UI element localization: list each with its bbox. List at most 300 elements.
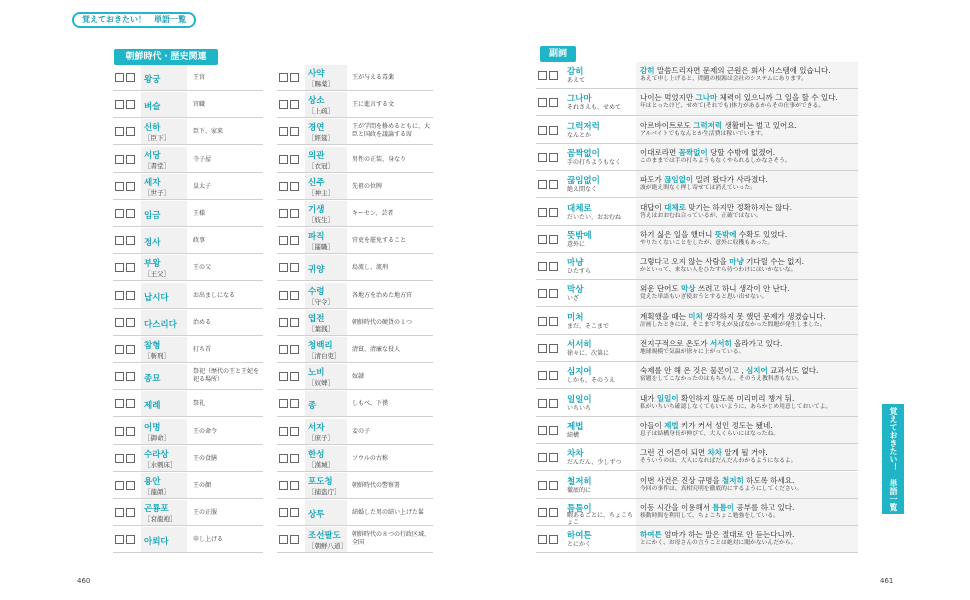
study-checkbox[interactable] [549,262,558,271]
example-text: 교과서도 없다. [767,366,819,376]
study-checkbox[interactable] [538,153,547,162]
study-checkbox[interactable] [279,508,288,517]
study-checkbox[interactable] [290,481,299,490]
adverb-meaning: 暇あるごとに、ちょこちょこ [567,511,634,526]
hanja-reading: ［漢城］ [308,460,334,469]
hanja-reading: ［臣下］ [144,134,170,143]
japanese-meaning: 奴隷 [352,373,365,381]
adverb-word: 뜻밖에 [567,230,592,241]
example-sentence-japanese: このままでは手の打ちようもなくやられるしかなさそう。 [640,157,791,164]
example-sentence-japanese: アルバイトでもなんとか生活費は稼いでいます。 [640,130,767,137]
study-checkbox[interactable] [538,126,547,135]
study-checkbox[interactable] [549,535,558,544]
study-checkbox[interactable] [115,481,124,490]
adverb-meaning: 結構 [567,431,580,439]
study-checkbox[interactable] [126,318,135,327]
adverb-row [536,62,858,89]
hanja-reading: ［神主］ [308,188,334,197]
study-checkbox[interactable] [115,155,124,164]
korean-word: 청백리 [308,341,333,351]
study-checkbox[interactable] [279,399,288,408]
adverb-word: 철저히 [567,476,592,487]
hanja-reading: ［上疏］ [308,107,334,116]
study-checkbox[interactable] [115,508,124,517]
adverb-meaning: 徐々に、次第に [567,350,610,357]
korean-word: 서당 [144,150,161,161]
adverb-meaning: いざ [567,295,580,303]
study-checkbox[interactable] [115,100,124,109]
study-checkbox[interactable] [279,427,288,436]
example-text: 엄마가 하는 말은 절대로 안 듣는다니까. [661,530,795,540]
vocab-row [277,363,433,390]
study-checkbox[interactable] [538,71,547,80]
japanese-meaning: 申し上げる [193,536,224,544]
study-checkbox[interactable] [115,427,124,436]
example-sentence-japanese: 地球規模で気温が徐々に上がっている。 [640,349,745,355]
study-checkbox[interactable] [549,453,558,462]
vocab-row [277,91,433,118]
example-sentence-japanese: そういうのは、大人になればだんだんわかるようになるよ。 [640,458,797,465]
study-checkbox[interactable] [115,209,124,218]
adverb-word: 틈틈이 [567,503,592,514]
example-sentence-korean [640,393,794,404]
study-checkbox[interactable] [290,291,299,300]
study-checkbox[interactable] [538,426,547,435]
example-sentence-korean [640,283,790,294]
study-checkbox[interactable] [549,399,558,408]
adverb-row [536,253,858,280]
study-checkbox[interactable] [115,454,124,463]
korean-word: 신하 [144,123,161,134]
korean-word: 어명 [144,422,161,433]
study-checkbox[interactable] [279,291,288,300]
adverb-row [536,226,858,253]
example-highlight: 서서히 [709,339,732,348]
example-highlight: 꼼짝없이 [678,147,708,157]
study-checkbox[interactable] [290,236,299,245]
japanese-meaning: 治める [193,318,212,326]
study-checkbox[interactable] [279,155,288,164]
study-checkbox[interactable] [538,371,547,380]
adverb-meaning: なんとか [567,131,592,139]
example-sentence-korean [640,311,826,322]
korean-word: 종묘 [144,374,161,385]
japanese-meaning: 政事 [193,237,206,245]
study-checkbox[interactable] [126,535,135,544]
example-text: 그런 건 어른이 되면 [640,448,708,458]
example-highlight: 그나마 [695,93,718,103]
japanese-meaning: しもべ、下僕 [352,400,389,408]
example-text: 밀려 왔다가 사라졌다. [693,175,768,185]
study-checkbox[interactable] [538,344,547,353]
example-text: 수확도 있었다. [736,229,788,239]
adverb-row [536,335,858,362]
korean-word: 다스리다 [144,319,177,330]
example-text: 전지구적으로 온도가 [640,339,710,348]
study-checkbox[interactable] [115,73,124,82]
japanese-meaning: 結婚した男の結い上げた髷 [352,509,425,517]
study-checkbox[interactable] [549,126,558,135]
example-text: 공부를 하고 있다. [734,502,795,512]
study-checkbox[interactable] [115,535,124,544]
study-checkbox[interactable] [126,291,135,300]
vocab-row [113,418,263,445]
adverb-word: 꼼짝없이 [567,148,600,159]
study-checkbox[interactable] [290,73,299,82]
japanese-meaning: 皇太子 [193,182,212,190]
study-checkbox[interactable] [279,263,288,272]
hanja-reading: ［斬刑］ [144,352,170,360]
example-text: 이대로라면 [640,147,679,157]
example-text: 내가 [640,393,657,403]
adverb-word: 일일이 [567,394,592,405]
hanja-reading: ［衣冠］ [308,161,334,170]
study-checkbox[interactable] [549,508,558,517]
example-sentence-korean [640,92,838,103]
vocab-row [277,336,433,363]
hanja-reading: ［清白吏］ [308,352,341,360]
hanja-reading: ［龍顔］ [144,488,170,496]
example-highlight: 감히 [640,66,655,75]
korean-word: 기생 [308,205,325,215]
adverb-meaning: ひたすら [567,268,592,276]
study-checkbox[interactable] [549,98,558,107]
example-text: 키가 커서 성인 정도는 됐네. [678,420,773,430]
vocab-row [113,173,263,200]
example-highlight: 철저히 [722,475,744,485]
study-checkbox[interactable] [549,426,558,435]
example-sentence-korean [640,420,773,431]
vocab-row [277,200,433,227]
korean-word: 상투 [308,510,325,521]
example-sentence-japanese: 年はとったけど、せめて(それでも)体力があるからその仕事ができる。 [640,103,825,110]
japanese-meaning: 王に進言する文 [352,101,395,109]
adverb-row [536,144,858,171]
hanja-reading: ［經筵］ [308,134,334,143]
study-checkbox[interactable] [538,289,547,298]
study-checkbox[interactable] [549,289,558,298]
study-checkbox[interactable] [126,454,135,463]
study-checkbox[interactable] [290,345,299,354]
vocab-row [277,254,433,281]
vocab-row [113,91,263,118]
study-checkbox[interactable] [115,127,124,136]
korean-word: 제례 [144,401,161,412]
example-text: 하도록 하세요. [743,475,795,485]
vocab-row [277,526,433,553]
example-highlight: 끊임없이 [664,175,694,185]
study-checkbox[interactable] [549,481,558,490]
adverb-word: 대체로 [567,203,592,214]
japanese-meaning: 各地方を治めた地方官 [352,291,413,299]
adverb-row [536,526,858,553]
study-checkbox[interactable] [279,236,288,245]
example-highlight: 마냥 [729,257,744,267]
example-text: 계획했을 때는 [640,311,689,321]
adverb-row [536,308,858,335]
study-checkbox[interactable] [126,127,135,136]
korean-word: 서자 [308,422,325,433]
study-checkbox[interactable] [290,454,299,463]
japanese-meaning: 王様 [193,210,206,217]
korean-word: 납시다 [144,292,169,303]
japanese-meaning: 王宮 [193,74,206,81]
japanese-meaning: 王の命令 [193,427,218,435]
example-sentence-japanese: 答えはおおむね合っているが、正確ではない。 [640,212,762,219]
study-checkbox[interactable] [279,73,288,82]
korean-word: 조선팔도 [308,531,341,542]
example-highlight: 틈틈이 [712,502,735,512]
vocab-row [277,309,433,336]
study-checkbox[interactable] [538,399,547,408]
adverb-row [536,280,858,307]
study-checkbox[interactable] [115,318,124,327]
example-text: 생각하지 못 했던 문제가 생겼습니다. [702,311,826,321]
adverb-meaning: 手の打ちようもなく [567,158,622,166]
study-checkbox[interactable] [290,209,299,218]
example-text: 파도가 [640,175,665,185]
study-checkbox[interactable] [126,182,135,191]
adverb-row [536,362,858,389]
study-checkbox[interactable] [279,454,288,463]
study-checkbox[interactable] [538,453,547,462]
japanese-meaning: 臣下、家来 [193,128,224,136]
vocab-row [277,146,433,173]
vocab-row [277,445,433,472]
adverb-row [536,171,858,198]
hanja-reading: ［賜薬］ [308,80,334,88]
japanese-meaning: 官職 [193,101,206,109]
adverb-row [536,472,858,499]
study-checkbox[interactable] [279,127,288,136]
study-checkbox[interactable] [290,427,299,436]
study-checkbox[interactable] [126,73,135,82]
korean-word: 종 [308,401,317,412]
study-checkbox[interactable] [126,345,135,354]
example-sentence-japanese: 計画したときには、そこまで考えが及ばなかった問題が発生しました。 [640,321,826,328]
study-checkbox[interactable] [126,155,135,164]
study-checkbox[interactable] [126,100,135,109]
adverb-meaning: しかも、そのうえ [567,377,616,385]
adverb-meaning: だいたい、おおむね [567,213,622,221]
vocab-row [113,363,263,390]
study-checkbox[interactable] [115,236,124,245]
example-text: 그렇다고 오지 않는 사람을 [640,257,730,267]
korean-word: 정사 [144,238,161,249]
korean-word: 수라상 [144,449,169,460]
japanese-meaning: 王の父 [193,264,212,272]
korean-word: 귀양 [308,265,325,276]
example-text: 쓰려고 하니 생각이 안 난다. [695,284,790,294]
korean-word: 엽전 [308,313,325,324]
study-checkbox[interactable] [126,427,135,436]
example-sentence-korean [640,365,818,376]
study-checkbox[interactable] [549,344,558,353]
adverb-meaning: いちいち [567,404,592,412]
study-checkbox[interactable] [279,345,288,354]
korean-word: 벼슬 [144,102,161,113]
example-text: 기다릴 수는 없지. [743,257,804,267]
study-checkbox[interactable] [549,153,558,162]
study-checkbox[interactable] [538,235,547,244]
study-checkbox[interactable] [279,209,288,218]
example-sentence-japanese: 息子は結構身長が伸びて、大人くらいにはなったね。 [640,430,780,437]
example-text: 아들이 [640,420,665,430]
example-highlight: 일일이 [656,393,679,403]
study-checkbox[interactable] [126,236,135,245]
example-sentence-japanese: かといって、来ない人をひたすら待つわけにはいかないな。 [640,267,797,274]
page-number-left: 460 [77,577,91,585]
korean-word: 수령 [308,286,325,297]
study-checkbox[interactable] [279,372,288,381]
study-checkbox[interactable] [538,508,547,517]
example-highlight: 대체로 [664,202,686,212]
hanja-reading: ［葉銭］ [308,324,334,333]
example-text: 생활비는 벌고 있어요. [722,120,797,130]
study-checkbox[interactable] [290,263,299,272]
study-checkbox[interactable] [549,317,558,326]
study-checkbox[interactable] [290,100,299,109]
study-checkbox[interactable] [538,98,547,107]
section-tag-history: 朝鮮時代・歴史関連 [114,49,218,65]
japanese-meaning: 朝鮮時代の硬貨の１つ [352,318,413,326]
study-checkbox[interactable] [115,291,124,300]
study-checkbox[interactable] [279,182,288,191]
study-checkbox[interactable] [290,535,299,544]
vocab-row [113,254,263,281]
study-checkbox[interactable] [126,399,135,408]
study-checkbox[interactable] [290,155,299,164]
vocab-row [277,118,433,145]
hanja-reading: ［世子］ [144,188,170,197]
adverb-word: 끊임없이 [567,176,600,187]
study-checkbox[interactable] [290,127,299,136]
hanja-reading: ［御命］ [144,433,170,442]
example-highlight: 뜻밖에 [714,229,737,239]
study-checkbox[interactable] [290,318,299,327]
study-checkbox[interactable] [115,372,124,381]
study-checkbox[interactable] [549,71,558,80]
study-checkbox[interactable] [126,481,135,490]
study-checkbox[interactable] [549,180,558,189]
japanese-meaning: 王の正服 [193,509,218,517]
example-sentence-japanese: 今回の事件は、真相究明を徹底的にするようにしてください。 [640,485,803,492]
study-checkbox[interactable] [279,100,288,109]
study-checkbox[interactable] [115,182,124,191]
study-checkbox[interactable] [126,372,135,381]
study-checkbox[interactable] [290,399,299,408]
adverb-meaning: あえて [567,77,586,84]
study-checkbox[interactable] [549,235,558,244]
japanese-meaning: キーセン、芸者 [352,210,394,217]
adverb-row [536,444,858,471]
vocab-row [277,472,433,499]
study-checkbox[interactable] [538,262,547,271]
example-highlight: 심지어 [746,366,768,376]
study-checkbox[interactable] [126,508,135,517]
hanja-reading: ［罷職］ [308,243,334,252]
korean-word: 노비 [308,368,325,379]
korean-word: 아뢰다 [144,537,169,548]
vocab-row [113,282,263,309]
adverb-word: 감히 [567,67,584,77]
vocab-row [277,282,433,309]
example-sentence-korean [640,65,831,76]
example-text: 체력이 있으니까 그 일을 할 수 있다. [717,93,838,103]
adverb-meaning: だんだん、少しずつ [567,459,622,467]
adverb-row [536,417,858,444]
study-checkbox[interactable] [290,508,299,517]
adverb-row [536,390,858,417]
adverb-row [536,499,858,526]
page-number-right: 461 [880,577,894,585]
study-checkbox[interactable] [538,481,547,490]
study-checkbox[interactable] [538,535,547,544]
study-checkbox[interactable] [290,372,299,381]
hanja-reading: ［袞龍袍］ [144,515,177,524]
korean-word: 세자 [144,177,161,188]
hanja-reading: ［守令］ [308,297,334,306]
hanja-reading: ［王父］ [144,270,170,279]
example-sentence-japanese: 波が絶え間なく押し寄せては消えていった。 [640,185,756,192]
example-sentence-korean [640,147,775,158]
vocab-row [277,227,433,254]
example-sentence-korean [640,256,804,267]
study-checkbox[interactable] [115,263,124,272]
korean-word: 경연 [308,123,325,134]
study-checkbox[interactable] [538,208,547,217]
adverb-word: 그럭저럭 [567,121,600,132]
study-checkbox[interactable] [126,209,135,218]
japanese-meaning: 王の顔 [193,482,212,489]
vocab-row [113,336,263,363]
hanja-reading: ［庶子］ [308,433,334,442]
study-checkbox[interactable] [538,180,547,189]
example-text: 당할 수밖에 없겠어. [707,147,776,157]
example-text: 알게 될 거야. [722,448,768,458]
korean-word: 포도청 [308,477,333,487]
japanese-meaning: 妾の子 [352,427,371,435]
study-checkbox[interactable] [549,371,558,380]
example-text: 하기 싫은 일을 했더니 [640,229,715,239]
study-checkbox[interactable] [126,263,135,272]
japanese-meaning: 王の食膳 [193,454,218,462]
japanese-meaning: 朝鮮時代の８つの行政区域、全国 [352,531,431,546]
vocab-row [113,146,263,173]
study-checkbox[interactable] [279,481,288,490]
adverb-word: 심지어 [567,367,592,378]
study-checkbox[interactable] [290,182,299,191]
vocab-row [277,390,433,417]
vocab-row [113,499,263,526]
study-checkbox[interactable] [279,318,288,327]
adverb-meaning: とにかく [567,541,592,549]
study-checkbox[interactable] [115,345,124,354]
example-text: 이동 시간을 이용해서 [640,502,713,512]
study-checkbox[interactable] [115,399,124,408]
adverb-meaning: 絶え間なく [567,186,598,194]
study-checkbox[interactable] [538,317,547,326]
japanese-meaning: 寺子屋 [193,155,212,163]
korean-word: 의관 [308,150,325,161]
vocab-row [113,526,263,553]
study-checkbox[interactable] [549,208,558,217]
adverb-word: 차차 [567,449,584,460]
adverb-row [536,117,858,144]
example-text: 아르바이트로도 [640,120,694,130]
study-checkbox[interactable] [279,535,288,544]
korean-word: 한성 [308,449,325,460]
